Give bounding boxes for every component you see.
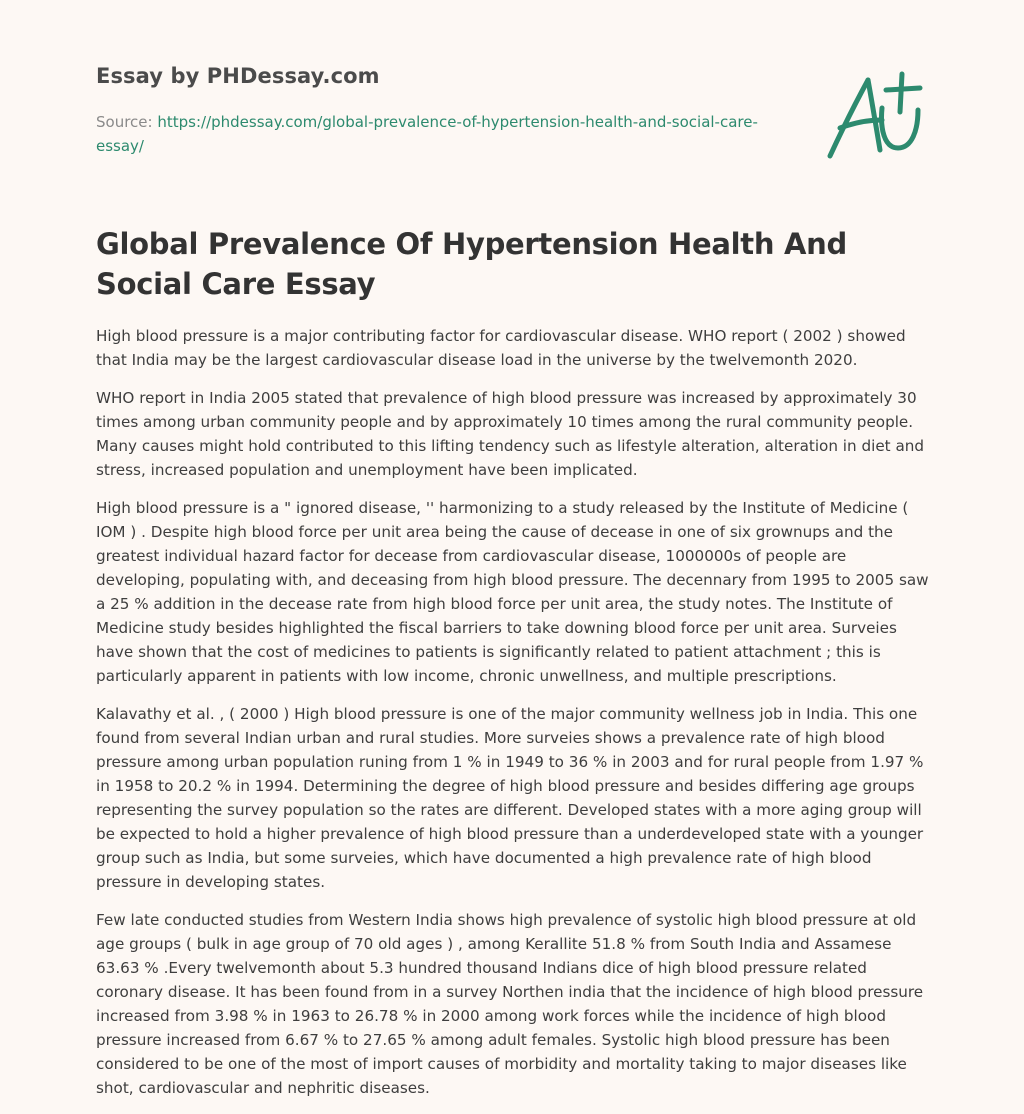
source-label: Source: <box>96 113 153 131</box>
essay-paragraph-5: Few late conducted studies from Western India shows high prevalence of systolic high blood pressure at old age groups ( bulk in age group of 70 old ages ) , among Kerallite 51.8 % from South India and Assamese 63.63 % .Every twelvemonth about 5.3 hundred thousand Indians dice of high blood pressure related coronary disease. It has been found from in a survey Northen india that the incidence of high blood pressure increased from 3.98 % in 1963 to 26.78 % in 2000 among work forces while the incidence of high blood pressure increased from 6.67 % to 27.65 % among adult females. Systolic high blood pressure has been considered to be one of the most of import causes of morbidity and mortality taking to major diseases like shot, cardiovascular and nephritic diseases. <box>96 911 924 1097</box>
essay-paragraph-4: Kalavathy et al. , ( 2000 ) High blood pressure is one of the major community wellness job in India. This one found from several Indian urban and rural studies. More surveies shows a prevalence rate of high blood pressure among urban population runing from 1 % in 1949 to 36 % in 2003 and for rural people from 1.97 % in 1958 to 20.2 % in 1994. Determining the degree of high blood pressure and besides differing age groups representing the survey population so the rates are different. Developed states with a more aging group will be expected to hold a higher prevalence of high blood pressure than a underdeveloped state with a younger group such as India, but some surveies, which have documented a high prevalence rate of high blood pressure in developing states. <box>96 705 924 891</box>
essay-body <box>96 324 932 1114</box>
essay-paragraph-1: High blood pressure is a major contributing factor for cardiovascular disease. WHO report ( 2002 ) showed that India may be the largest cardiovascular disease load in the universe by the twelvemonth 2020. <box>96 327 906 369</box>
site-brand: Essay by PHDessay.com <box>96 64 380 88</box>
essay-paragraph-2: WHO report in India 2005 stated that prevalence of high blood pressure was increased by approximately 30 times among urban community people and by approximately 10 times among the rural community people. Many causes might hold contributed to this lifting tendency such as lifestyle alteration, alteration in diet and stress, increased population and unemployment have been implicated. <box>96 389 925 479</box>
essay-paragraph-3: High blood pressure is a " ignored disease, '' harmonizing to a study released by the Institute of Medicine ( IOM ) . Despite high blood force per unit area being the cause of decease in one of six grownups and the greatest individual hazard factor for decease from cardiovascular disease, 1000000s of people are developing, populating with, and deceasing from high blood pressure. The decennary from 1995 to 2005 saw a 25 % addition in the decease rate from high blood force per unit area, the study notes. The Institute of Medicine study besides highlighted the fiscal barriers to take downing blood force per unit area. Surveies have shown that the cost of medicines to patients is significantly related to patient attachment ; this is particularly apparent in patients with low income, chronic unwellness, and multiple prescriptions. <box>96 499 929 685</box>
essay-title: Global Prevalence Of Hypertension Health And Social Care Essay <box>96 227 847 301</box>
a-plus-grade-logo-icon <box>820 68 930 164</box>
source-link[interactable]: https://phdessay.com/global-prevalence-of-hypertension-health-and-social-care-essay/ <box>96 113 758 155</box>
source-line <box>96 110 766 158</box>
